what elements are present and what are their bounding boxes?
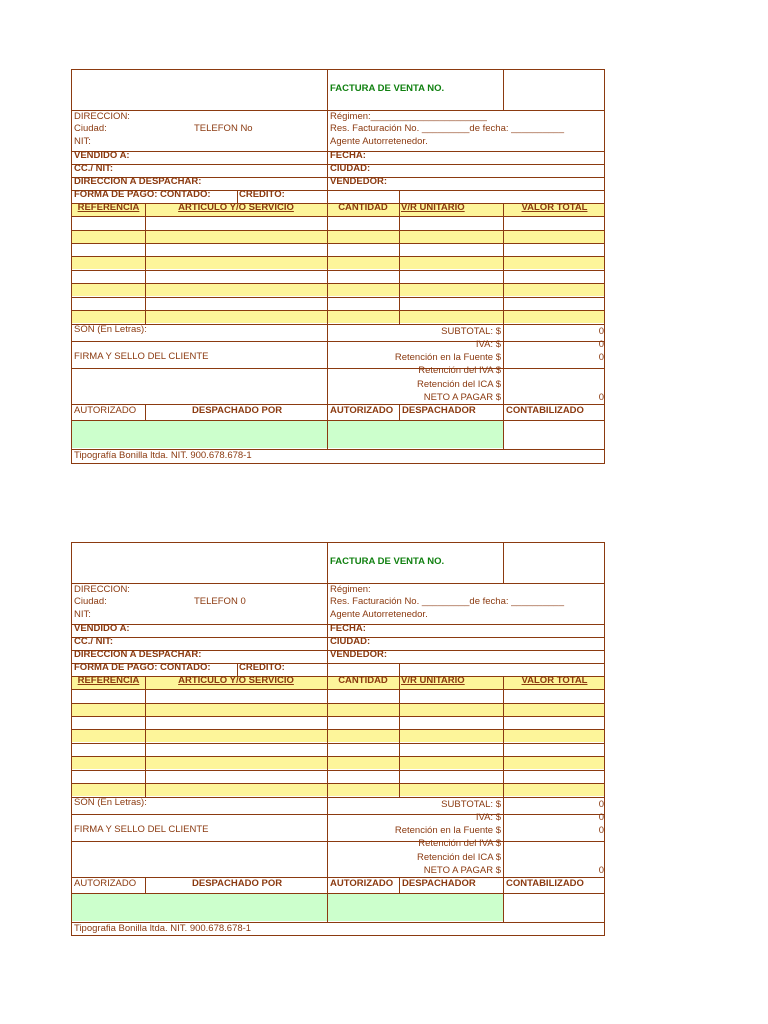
vendedor-label: VENDEDOR:	[330, 649, 388, 660]
ret-ica-label: Retención del ICA $	[417, 852, 501, 863]
autorizado2-label: AUTORIZADO	[330, 405, 394, 416]
ret-iva-label: Retención del IVA $	[418, 365, 501, 376]
firma-label: FIRMA Y SELLO DEL CLIENTE	[74, 351, 209, 362]
contabilizado-label: CONTABILIZADO	[506, 405, 584, 416]
autorizado1-label: AUTORIZADO	[74, 405, 137, 416]
iva-value: 0	[598, 339, 604, 350]
col-articulo: ARTICULO Y/O SERVICIO	[178, 202, 294, 213]
direccion-label: DIRECCION:	[74, 111, 130, 122]
autorizado1-label: AUTORIZADO	[74, 878, 137, 889]
autorizado2-label: AUTORIZADO	[330, 878, 394, 889]
ret-fuente-label: Retención en la Fuente $	[394, 352, 501, 363]
neto-label: NETO A PAGAR $	[423, 865, 501, 876]
res-facturacion-label: Res. Facturación No. _________de fecha: __________	[330, 123, 564, 134]
subtotal-label: SUBTOTAL: $	[441, 799, 501, 810]
direccion-despachar-label: DIRECCION A DESPACHAR:	[74, 649, 202, 660]
fecha-label: FECHA:	[330, 623, 366, 634]
regimen-label: Régimen:	[330, 584, 371, 595]
col-valor-total: VALOR TOTAL	[521, 202, 588, 213]
col-valor-total: VALOR TOTAL	[521, 675, 588, 686]
contabilizado-label: CONTABILIZADO	[506, 878, 584, 889]
footer-note: Tipografia Bonilla ltda. NIT. 900.678.678-1	[74, 923, 252, 934]
credito-label: CREDITO:	[239, 662, 285, 673]
son-label: SON (En Letras):	[74, 797, 147, 808]
ret-ica-label: Retención del ICA $	[417, 379, 501, 390]
subtotal-value: 0	[598, 326, 604, 337]
telefono-label: TELEFON No	[194, 123, 253, 134]
cc-nit-label: CC./ NIT:	[74, 636, 114, 647]
fecha-label: FECHA:	[330, 150, 366, 161]
telefono-label: TELEFON 0	[194, 596, 246, 607]
despachador-label: DESPACHADOR	[402, 878, 476, 889]
invoice-title: FACTURA DE VENTA NO.	[330, 83, 445, 94]
credito-label: CREDITO:	[239, 189, 285, 200]
regimen-label: Régimen:______________________	[330, 111, 487, 122]
direccion-label: DIRECCION:	[74, 584, 130, 595]
invoice-title: FACTURA DE VENTA NO.	[330, 556, 445, 567]
cc-nit-label: CC./ NIT:	[74, 163, 114, 174]
nit-label: NIT:	[74, 609, 91, 620]
col-referencia: REFERENCIA	[77, 202, 140, 213]
ret-fuente-value: 0	[598, 352, 604, 363]
col-vr-unitario: V/R UNITARIO	[401, 675, 465, 686]
agente-label: Agente Autorretenedor.	[330, 136, 428, 147]
ciudad2-label: CIUDAD:	[330, 163, 371, 174]
neto-value: 0	[598, 865, 604, 876]
despachado-por-label: DESPACHADO POR	[192, 405, 283, 416]
neto-label: NETO A PAGAR $	[423, 392, 501, 403]
col-vr-unitario: V/R UNITARIO	[401, 202, 465, 213]
agente-label: Agente Autorretenedor.	[330, 609, 428, 620]
col-cantidad: CANTIDAD	[338, 675, 388, 686]
ret-iva-label: Retención del IVA $	[418, 838, 501, 849]
vendido-a-label: VENDIDO A:	[74, 623, 130, 634]
res-facturacion-label: Res. Facturación No. _________de fecha: __________	[330, 596, 564, 607]
footer-note: Tipografía Bonilla ltda. NIT. 900.678.678-1	[74, 450, 252, 461]
iva-label: IVA: $	[475, 812, 501, 823]
ciudad-label: Ciudad:	[74, 596, 107, 607]
iva-label: IVA: $	[475, 339, 501, 350]
ciudad2-label: CIUDAD:	[330, 636, 371, 647]
ret-fuente-value: 0	[598, 825, 604, 836]
col-articulo: ARTICULO Y/O SERVICIO	[178, 675, 294, 686]
vendido-a-label: VENDIDO A:	[74, 150, 130, 161]
ret-fuente-label: Retención en la Fuente $	[394, 825, 501, 836]
col-referencia: REFERENCIA	[77, 675, 140, 686]
invoice-form-2	[71, 542, 605, 936]
col-cantidad: CANTIDAD	[338, 202, 388, 213]
despachador-label: DESPACHADOR	[402, 405, 476, 416]
nit-label: NIT:	[74, 136, 91, 147]
despachado-por-label: DESPACHADO POR	[192, 878, 283, 889]
forma-pago-label: FORMA DE PAGO: CONTADO:	[74, 189, 211, 200]
firma-label: FIRMA Y SELLO DEL CLIENTE	[74, 824, 209, 835]
subtotal-label: SUBTOTAL: $	[441, 326, 501, 337]
invoice-form-1	[71, 69, 605, 464]
vendedor-label: VENDEDOR:	[330, 176, 388, 187]
ciudad-label: Ciudad:	[74, 123, 107, 134]
neto-value: 0	[598, 392, 604, 403]
son-label: SON (En Letras):	[74, 324, 147, 335]
direccion-despachar-label: DIRECCION A DESPACHAR:	[74, 176, 202, 187]
iva-value: 0	[598, 812, 604, 823]
subtotal-value: 0	[598, 799, 604, 810]
forma-pago-label: FORMA DE PAGO: CONTADO:	[74, 662, 211, 673]
